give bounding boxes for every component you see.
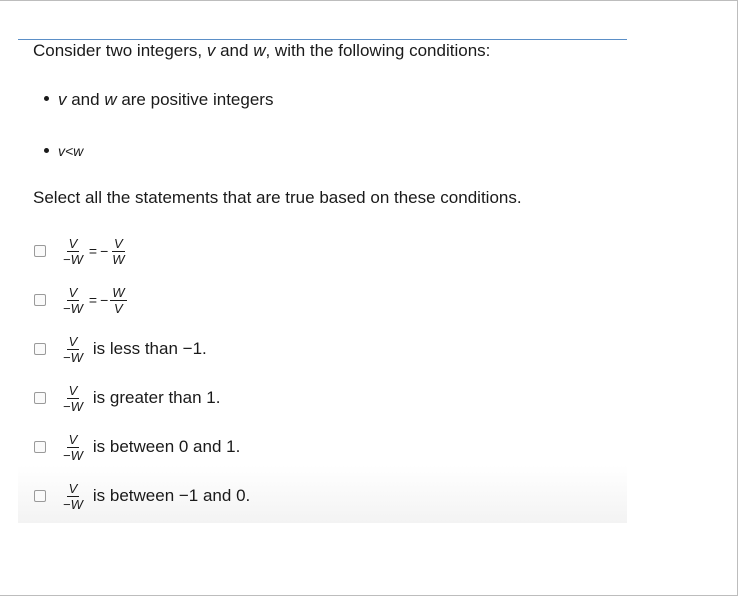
fraction [110,286,126,315]
fraction-numerator: W [112,284,125,300]
question-panel [18,39,627,523]
var-w: w [253,41,266,60]
cond-var-v: v [58,90,67,109]
checkbox[interactable] [34,392,46,404]
condition-inequality [44,141,83,161]
checkbox[interactable] [34,245,46,257]
fraction-denominator: −W [63,349,83,365]
condition-positive [44,90,273,110]
fraction-numerator: V [68,235,78,251]
intro-text: Consider two integers, [33,41,207,60]
equals-sign: = [88,292,98,308]
fraction [110,237,126,266]
fraction-denominator: −W [63,251,83,267]
fraction-numerator: V [68,480,78,496]
fraction [61,482,85,511]
cond-inequality-text: v<w [58,143,84,159]
var-v: v [206,41,216,60]
bullet-icon [44,96,49,101]
cond-rest: are positive integers [116,90,274,109]
option-5-math [60,433,86,462]
option-6-math [60,482,86,511]
option-2-math [60,286,128,315]
checkbox[interactable] [34,294,46,306]
option-1[interactable] [34,233,128,269]
fraction-numerator: V [68,333,78,349]
fraction-denominator: −W [63,398,83,414]
cond-var-w: w [104,90,117,109]
equals-sign: = [88,243,98,259]
option-4-label: is greater than 1. [92,388,221,407]
fraction-denominator: −W [63,300,83,316]
option-2[interactable] [34,282,128,318]
fraction-denominator: −W [63,496,83,512]
fraction-denominator: V [114,300,123,316]
question-intro [33,41,490,61]
question-prompt: Select all the statements that are true based on these conditions. [33,188,522,207]
fraction-denominator: −W [63,447,83,463]
fraction-denominator: W [112,251,125,267]
option-3[interactable] [34,331,207,367]
minus-sign: − [100,292,109,308]
fraction [61,237,85,266]
option-6[interactable] [34,478,250,514]
cond-and: and [66,90,105,109]
option-5[interactable] [34,429,240,465]
fraction-numerator: V [68,431,78,447]
checkbox[interactable] [34,343,46,355]
option-5-label: is between 0 and 1. [92,437,241,456]
option-3-label: is less than −1. [92,339,207,358]
checkbox[interactable] [34,441,46,453]
fraction [61,286,85,315]
fraction [61,335,85,364]
option-6-label: is between −1 and 0. [92,486,251,505]
checkbox[interactable] [34,490,46,502]
option-3-math [60,335,86,364]
intro-text-end: , with the following conditions: [265,41,491,60]
fraction [61,384,85,413]
fraction-numerator: V [114,235,123,251]
option-1-math [60,237,128,266]
option-4[interactable] [34,380,220,416]
fraction [61,433,85,462]
fraction-numerator: V [68,382,78,398]
intro-and: and [215,41,254,60]
minus-sign: − [100,243,109,259]
fraction-numerator: V [68,284,78,300]
bullet-icon [44,148,49,153]
option-4-math [60,384,86,413]
